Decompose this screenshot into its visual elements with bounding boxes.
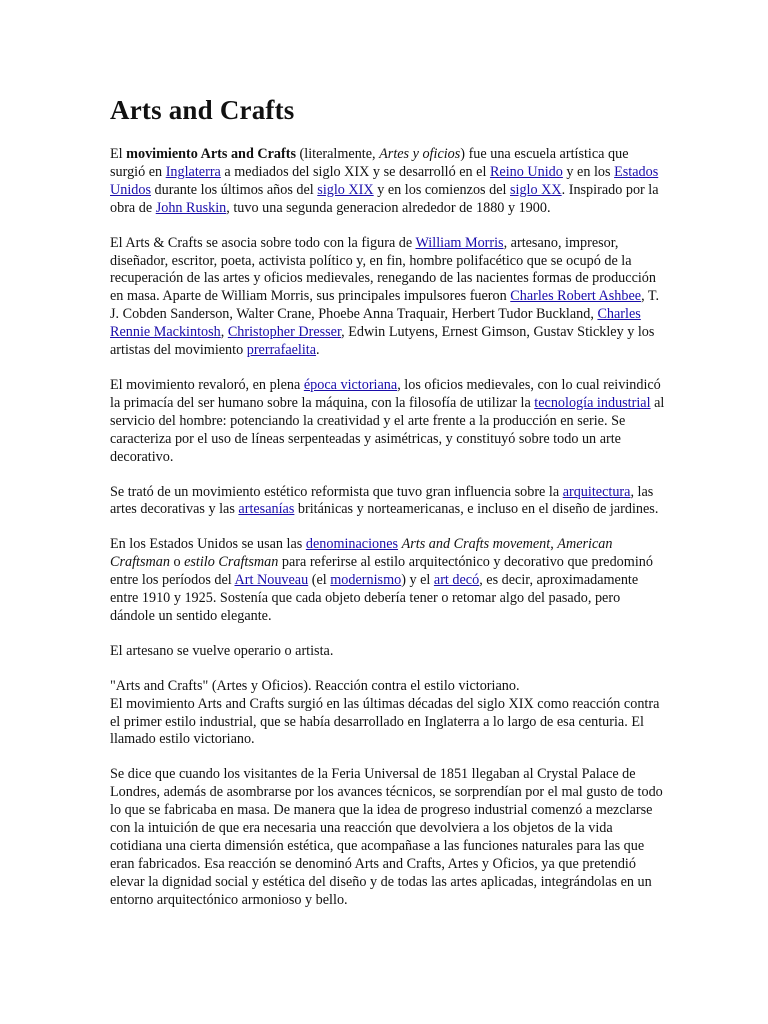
text: a mediados del siglo XIX y se desarrolló en el [220, 163, 490, 180]
link-siglo-xx[interactable]: siglo XX [509, 181, 562, 198]
paragraph-artisan: El artesano se vuelve operario o artista. [110, 642, 334, 659]
italic-term: American Craftsman [110, 536, 613, 571]
text: . [316, 342, 320, 359]
text: ) y el [401, 572, 434, 589]
text: para referirse al estilo arquitectónico y decorativo que predominó entre los períodos del [110, 554, 653, 589]
text: , artesano, impresor, diseñador, escritor, poeta, activista político y, en fin, hombre polifacético que se ocupó de la recuperación de las artes y oficios medievales, renegando de las nacientes formas de producción en masa. Aparte de William Morris, sus principales impulsores fueron [110, 234, 656, 305]
paragraph-influence [110, 484, 665, 520]
text: o [169, 554, 185, 571]
text: "Arts and Crafts" (Artes y Oficios). Reacción contra el estilo victoriano. [110, 677, 520, 694]
text: , los oficios medievales, con lo cual reivindicó la primacía del ser humano sobre la máquina, con la filosofía de utilizar la [110, 376, 661, 411]
link-art-deco[interactable]: art decó [433, 572, 480, 589]
text: y en los [562, 163, 615, 180]
link-charles-rennie-mackintosh[interactable]: Charles Rennie Mackintosh [110, 306, 641, 341]
text: El [110, 146, 127, 162]
paragraph-reaction [110, 678, 665, 750]
link-inglaterra[interactable]: Inglaterra [165, 163, 221, 180]
link-christopher-dresser[interactable]: Christopher Dresser [227, 324, 342, 341]
link-estados-unidos[interactable]: Estados Unidos [110, 163, 659, 198]
text: (literalmente, [296, 146, 380, 162]
italic-term: estilo Craftsman [184, 554, 279, 571]
text: , es decir, aproximadamente entre 1910 y 1925. Sostenía que cada objeto debería tener o retomar algo del pasado, pero dándole un sentido elegante. [110, 572, 639, 624]
text: . Inspirado por la obra de [110, 181, 659, 216]
text: Se trató de un movimiento estético reformista que tuvo gran influencia sobre la [110, 483, 563, 500]
text: , tuvo una segunda generacion alrededor de 1880 y 1900. [226, 199, 551, 216]
text: , [220, 324, 228, 341]
paragraph-victorian-era [110, 377, 665, 467]
paragraph-united-states [110, 536, 665, 626]
text: durante los últimos años del [151, 181, 318, 198]
text: y en los comienzos del [373, 181, 510, 198]
text: El movimiento Arts and Crafts surgió en las últimas décadas del siglo XIX como reacción contra el primer estilo industrial, que se había desarrollado en Inglaterra a lo largo de esa centuria. El llamado estilo victoriano. [110, 695, 660, 748]
bold-term: movimiento Arts and Crafts [126, 146, 296, 162]
text: , las artes decorativas y las [110, 483, 654, 518]
text: británicas y norteamericanas, e incluso en el diseño de jardines. [294, 501, 659, 518]
italic-term: Artes y oficios [379, 146, 461, 162]
page-title: Arts and Crafts [110, 95, 295, 125]
link-reino-unido[interactable]: Reino Unido [489, 163, 563, 180]
link-arquitectura[interactable]: arquitectura [562, 483, 631, 500]
link-siglo-xix[interactable]: siglo XIX [317, 181, 374, 198]
text: , T. J. Cobden Sanderson, Walter Crane, Phoebe Anna Traquair, Herbert Tudor Buckland, [110, 288, 660, 323]
link-epoca-victoriana[interactable]: época victoriana [303, 376, 398, 393]
italic-term: Arts and Crafts movement [401, 536, 551, 553]
paragraph-william-morris [110, 235, 665, 360]
text: (el [308, 572, 331, 589]
text: El movimiento revaloró, en plena [110, 376, 304, 393]
paragraph-intro [110, 146, 665, 218]
text: ) fue una escuela artística que surgió en [110, 146, 629, 180]
text: El Arts & Crafts se asocia sobre todo con la figura de [110, 234, 416, 251]
link-denominaciones[interactable]: denominaciones [305, 536, 399, 553]
text: , [550, 536, 558, 553]
text: , Edwin Lutyens, Ernest Gimson, Gustav Stickley y los artistas del movimiento [110, 324, 655, 359]
link-modernismo[interactable]: modernismo [330, 572, 402, 589]
text: En los Estados Unidos se usan las [110, 536, 306, 553]
link-william-morris[interactable]: William Morris [415, 234, 504, 251]
text: al servicio del hombre: potenciando la creatividad y el arte frente a la producción en serie. Se caracteriza por el uso de líneas serpenteadas y asimétricas, y constituyó sobre todo un arte decorativo. [110, 394, 665, 465]
link-john-ruskin[interactable]: John Ruskin [155, 199, 227, 216]
paragraph-crystal-palace: Se dice que cuando los visitantes de la Feria Universal de 1851 llegaban al Crystal Palace de Londres, además de asombrarse por los avances técnicos, se sorprendían por el mal gusto de todo lo que se fabricaba en masa. De manera que la idea de progreso industrial comenzó a mezclarse con la intuición de que era necesaria una reacción que devolviera a los objetos de la vida cotidiana una cierta dimensión estética, que acompañase a las funciones naturales para las que eran fabricados. Esa reacción se denominó Arts and Crafts, Artes y Oficios, ya que pretendió elevar la dignidad social y estética del diseño y de todas las artes aplicadas, integrándolas en un entorno arquitectónico armonioso y bello. [110, 766, 663, 908]
link-prerrafaelita[interactable]: prerrafaelita [246, 342, 317, 359]
link-tecnologia-industrial[interactable]: tecnología industrial [534, 394, 651, 411]
link-art-nouveau[interactable]: Art Nouveau [234, 572, 309, 589]
link-charles-robert-ashbee[interactable]: Charles Robert Ashbee [510, 288, 642, 305]
link-artesanias[interactable]: artesanías [238, 501, 295, 518]
document-page [110, 92, 665, 927]
